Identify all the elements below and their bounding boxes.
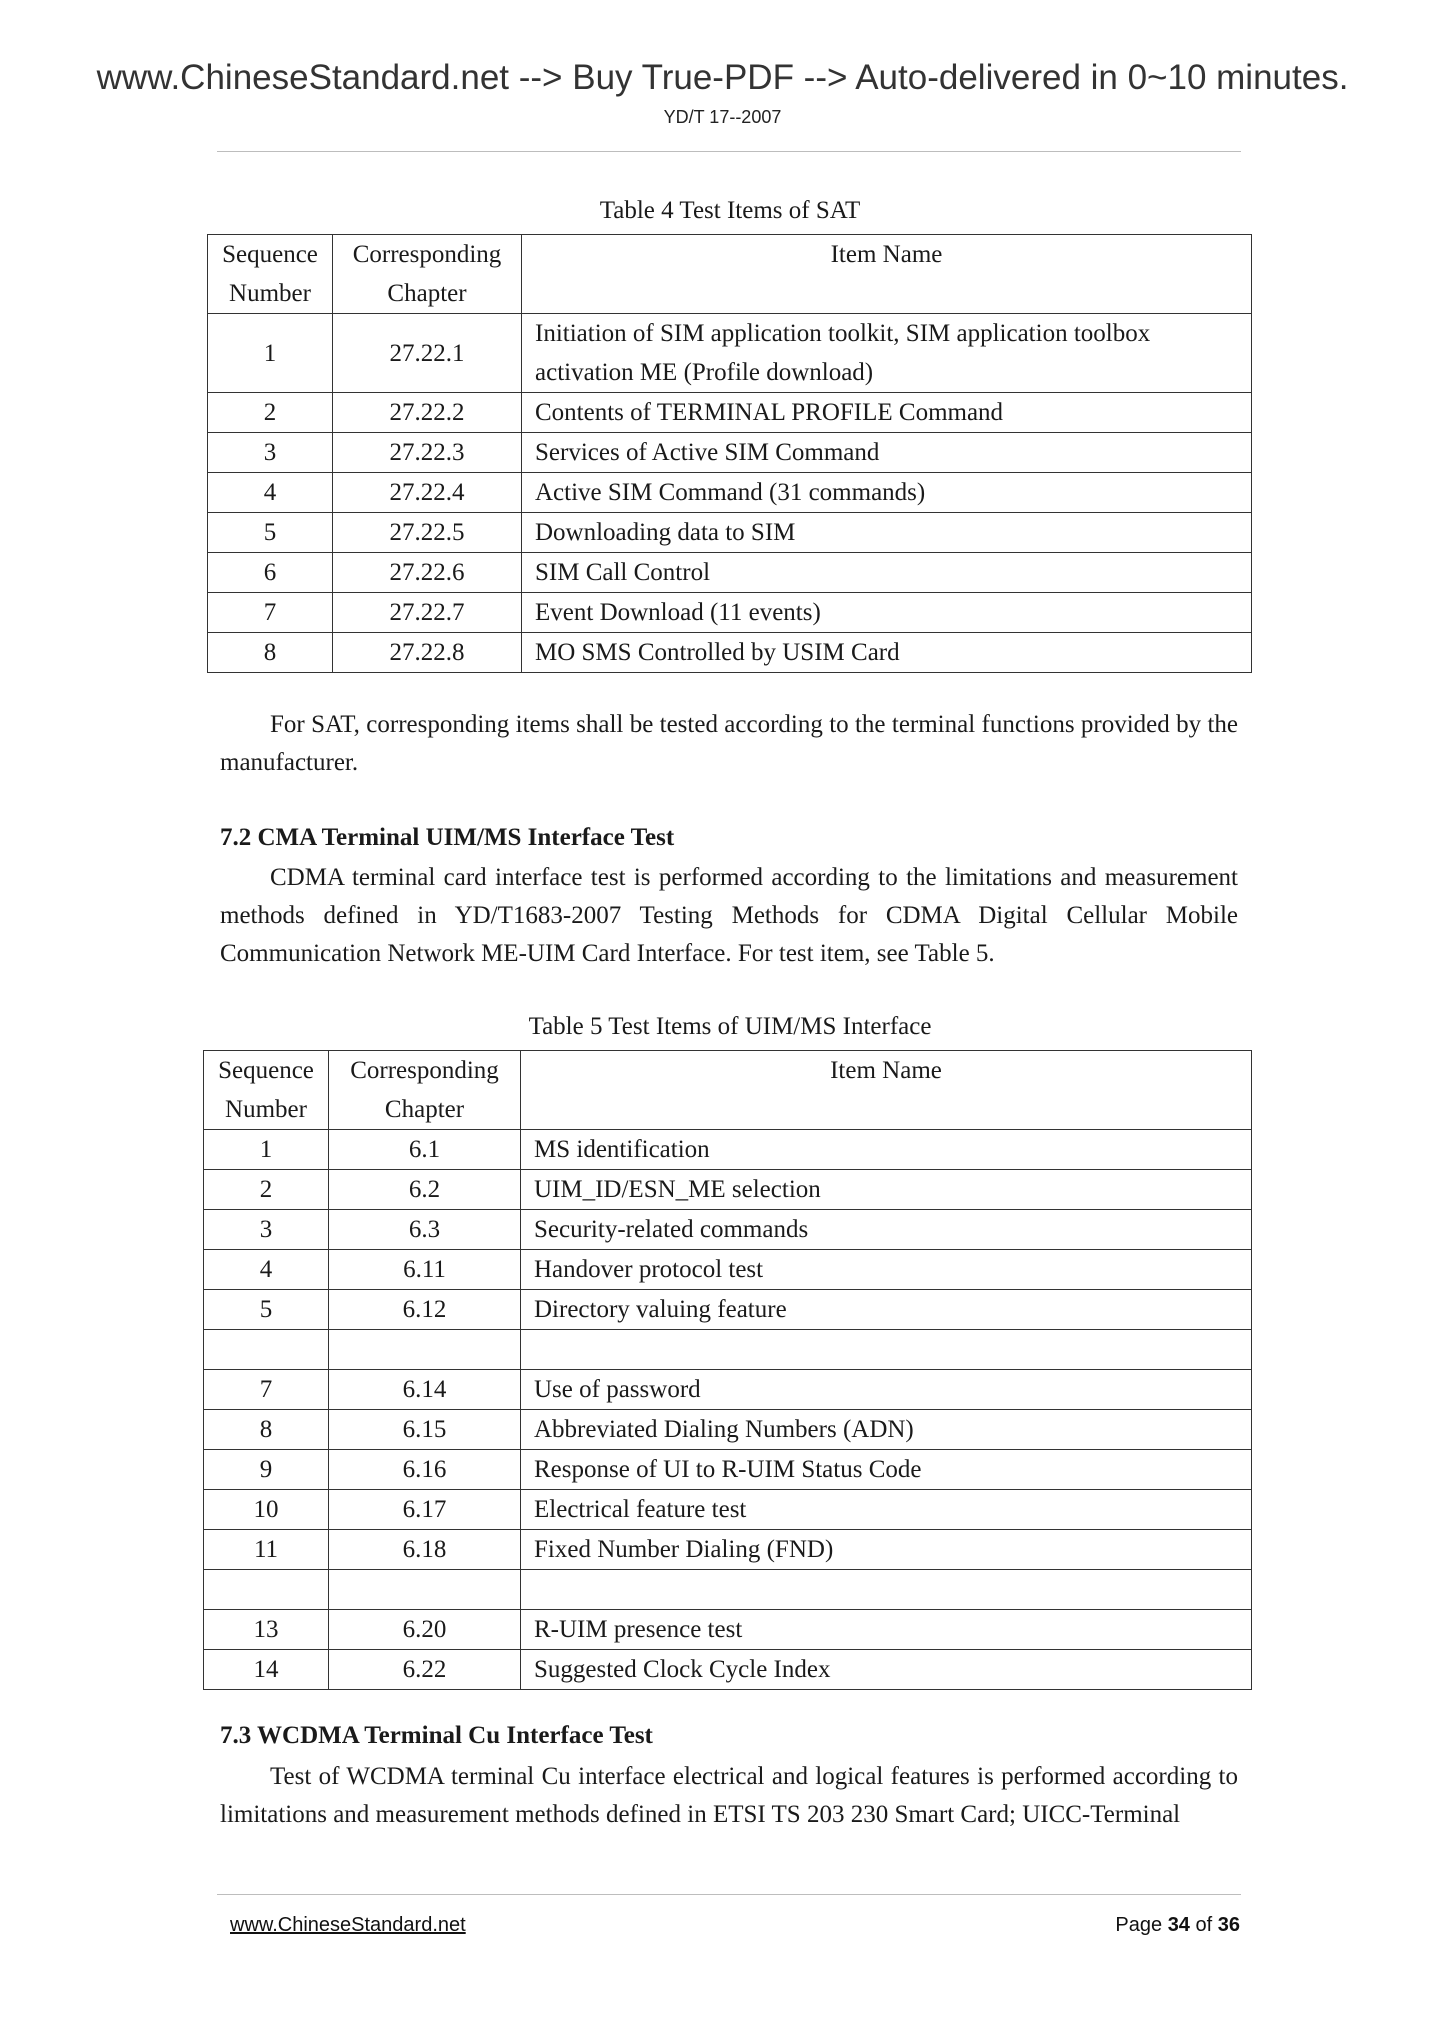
page-total: 36 [1217, 1914, 1240, 1936]
table-row [204, 1170, 1252, 1210]
item-name-cell: SIM Call Control [522, 553, 1252, 593]
document-id: YD/T 17--2007 [663, 107, 782, 127]
sequence-number-cell: 7 [204, 1370, 329, 1410]
column-header: Item Name [521, 1051, 1252, 1130]
column-header: Sequence Number [208, 235, 333, 314]
section-7-2-paragraph [220, 859, 1238, 973]
item-name-cell: Active SIM Command (31 commands) [522, 473, 1252, 513]
column-header: Item Name [522, 235, 1252, 314]
page-label: Page [1115, 1914, 1163, 1936]
download-banner: www.ChineseStandard.net --> Buy True-PDF --> Auto-delivered in 0~10 minutes. [96, 58, 1349, 97]
chapter-cell: 6.18 [329, 1530, 521, 1570]
column-header: Corresponding Chapter [329, 1051, 521, 1130]
item-name-cell: Security-related commands [521, 1210, 1252, 1250]
sequence-number-cell: 14 [204, 1650, 329, 1690]
table5 [203, 1050, 1252, 1690]
table-row [208, 433, 1252, 473]
sequence-number-cell: 1 [208, 314, 333, 393]
chapter-cell: 27.22.1 [333, 314, 522, 393]
table-row [204, 1610, 1252, 1650]
table4 [207, 234, 1252, 673]
table-row [204, 1650, 1252, 1690]
table-row [208, 314, 1252, 393]
item-name-cell: Directory valuing feature [521, 1290, 1252, 1330]
sequence-number-cell [204, 1570, 329, 1610]
item-name-cell: Contents of TERMINAL PROFILE Command [522, 393, 1252, 433]
chapter-cell: 6.20 [329, 1610, 521, 1650]
chapter-cell: 27.22.5 [333, 513, 522, 553]
chapter-cell: 6.22 [329, 1650, 521, 1690]
sequence-number-cell: 6 [208, 553, 333, 593]
table-row [204, 1330, 1252, 1370]
chapter-cell: 6.12 [329, 1290, 521, 1330]
sequence-number-cell: 13 [204, 1610, 329, 1650]
chapter-cell: 6.15 [329, 1410, 521, 1450]
table-row [208, 513, 1252, 553]
sequence-number-cell: 7 [208, 593, 333, 633]
chapter-cell: 6.16 [329, 1450, 521, 1490]
sequence-number-cell: 10 [204, 1490, 329, 1530]
section-7-3-heading: 7.3 WCDMA Terminal Cu Interface Test [220, 1722, 653, 1749]
table-row [204, 1410, 1252, 1450]
chapter-cell: 6.1 [329, 1130, 521, 1170]
table-row [204, 1570, 1252, 1610]
section-7-3-paragraph [220, 1758, 1238, 1834]
sequence-number-cell: 9 [204, 1450, 329, 1490]
item-name-cell: MO SMS Controlled by USIM Card [522, 633, 1252, 673]
sequence-number-cell: 1 [204, 1130, 329, 1170]
table-row [204, 1290, 1252, 1330]
table-row [208, 393, 1252, 433]
table-row [208, 633, 1252, 673]
page-current: 34 [1167, 1914, 1190, 1936]
header-divider [217, 151, 1241, 152]
column-header: Corresponding Chapter [333, 235, 522, 314]
chapter-cell: 6.2 [329, 1170, 521, 1210]
table-row [204, 1490, 1252, 1530]
table-row [204, 1210, 1252, 1250]
item-name-cell: Electrical feature test [521, 1490, 1252, 1530]
chapter-cell: 6.3 [329, 1210, 521, 1250]
chapter-cell: 27.22.8 [333, 633, 522, 673]
sequence-number-cell: 5 [204, 1290, 329, 1330]
table-row [204, 1250, 1252, 1290]
sequence-number-cell [204, 1330, 329, 1370]
item-name-cell: Handover protocol test [521, 1250, 1252, 1290]
item-name-cell: Event Download (11 events) [522, 593, 1252, 633]
chapter-cell [329, 1570, 521, 1610]
page-number [1115, 1914, 1240, 1937]
sat-paragraph-text: For SAT, corresponding items shall be tested according to the terminal functions provided by the manufacturer. [220, 711, 1238, 776]
sequence-number-cell: 2 [208, 393, 333, 433]
table5-header-row [204, 1051, 1252, 1130]
item-name-cell: Use of password [521, 1370, 1252, 1410]
table-row [204, 1450, 1252, 1490]
item-name-cell: Services of Active SIM Command [522, 433, 1252, 473]
sequence-number-cell: 8 [208, 633, 333, 673]
item-name-cell [521, 1330, 1252, 1370]
sat-paragraph [220, 706, 1238, 782]
table-row [204, 1130, 1252, 1170]
sequence-number-cell: 5 [208, 513, 333, 553]
footer-website-link[interactable]: www.ChineseStandard.net [230, 1914, 466, 1936]
chapter-cell [329, 1330, 521, 1370]
section-7-2-heading: 7.2 CMA Terminal UIM/MS Interface Test [220, 824, 675, 851]
item-name-cell: Abbreviated Dialing Numbers (ADN) [521, 1410, 1252, 1450]
item-name-cell: UIM_ID/ESN_ME selection [521, 1170, 1252, 1210]
chapter-cell: 27.22.4 [333, 473, 522, 513]
table-row [204, 1370, 1252, 1410]
item-name-cell: R-UIM presence test [521, 1610, 1252, 1650]
chapter-cell: 6.11 [329, 1250, 521, 1290]
item-name-cell: Suggested Clock Cycle Index [521, 1650, 1252, 1690]
item-name-cell: MS identification [521, 1130, 1252, 1170]
section-7-2-text: CDMA terminal card interface test is performed according to the limitations and measurement methods defined in YD/T1683-2007 Testing Methods for CDMA Digital Cellular Mobile Communication Network ME-UIM Card Interface. For test item, see Table 5. [220, 864, 1238, 967]
section-7-3-text: Test of WCDMA terminal Cu interface electrical and logical features is performed according to limitations and measurement methods defined in ETSI TS 203 230 Smart Card; UICC-Terminal [220, 1763, 1238, 1828]
sequence-number-cell: 2 [204, 1170, 329, 1210]
table-row [208, 593, 1252, 633]
item-name-cell: Initiation of SIM application toolkit, SIM application toolbox activation ME (Profile download) [522, 314, 1252, 393]
sequence-number-cell: 4 [208, 473, 333, 513]
chapter-cell: 27.22.2 [333, 393, 522, 433]
table4-caption: Table 4 Test Items of SAT [599, 197, 861, 224]
chapter-cell: 27.22.6 [333, 553, 522, 593]
item-name-cell [521, 1570, 1252, 1610]
sequence-number-cell: 11 [204, 1530, 329, 1570]
table-row [204, 1530, 1252, 1570]
table5-caption: Table 5 Test Items of UIM/MS Interface [528, 1013, 932, 1040]
chapter-cell: 6.17 [329, 1490, 521, 1530]
chapter-cell: 27.22.7 [333, 593, 522, 633]
item-name-cell: Fixed Number Dialing (FND) [521, 1530, 1252, 1570]
table4-header-row [208, 235, 1252, 314]
sequence-number-cell: 8 [204, 1410, 329, 1450]
item-name-cell: Downloading data to SIM [522, 513, 1252, 553]
item-name-cell: Response of UI to R-UIM Status Code [521, 1450, 1252, 1490]
sequence-number-cell: 4 [204, 1250, 329, 1290]
footer-divider [217, 1894, 1241, 1895]
table-row [208, 553, 1252, 593]
sequence-number-cell: 3 [204, 1210, 329, 1250]
chapter-cell: 27.22.3 [333, 433, 522, 473]
column-header: Sequence Number [204, 1051, 329, 1130]
chapter-cell: 6.14 [329, 1370, 521, 1410]
table-row [208, 473, 1252, 513]
page-of: of [1195, 1914, 1213, 1936]
sequence-number-cell: 3 [208, 433, 333, 473]
